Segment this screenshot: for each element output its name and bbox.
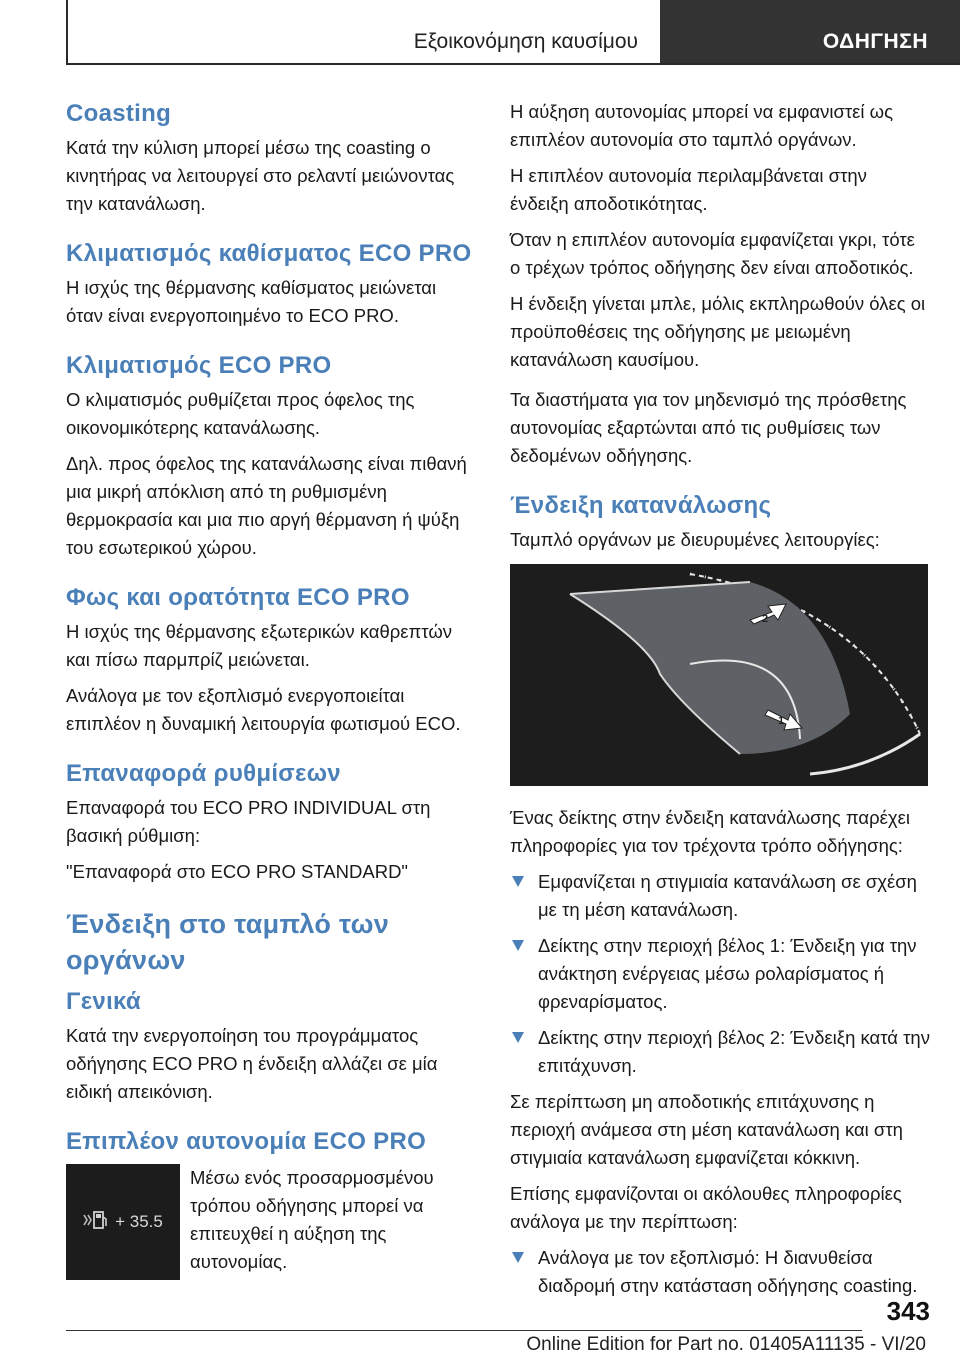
- paragraph: Η ισχύς της θέρμανσης καθίσματος μειώνεται όταν είναι ενεργοποιημένο το ECO PRO.: [66, 277, 437, 326]
- triangle-bullet-icon: [512, 1252, 524, 1263]
- page-header: [0, 0, 960, 64]
- paragraph: Ανάλογα με τον εξοπλισμό ενεργοποιείται επιπλέον η δυναμική λειτουργία φωτισμού ECO.: [66, 685, 461, 734]
- heading-coasting: Coasting: [66, 100, 172, 127]
- paragraph: Μέσω ενός προσαρμοσμένου τρόπου οδήγησης μπορεί να επιτευχθεί η αύξηση της αυτονομίας.: [190, 1167, 434, 1272]
- range-display-image: [66, 1164, 180, 1280]
- paragraph: Η ένδειξη γίνεται μπλε, μόλις εκπληρωθούν όλες οι προϋποθέσεις της οδήγησης με μειωμένη κατανάλωση καυσίμου.: [510, 293, 926, 370]
- heading-range: Επιπλέον αυτονομία ECO PRO: [66, 1128, 427, 1155]
- paragraph: Τα διαστήματα για τον μηδενισμό της πρόσθετης αυτονομίας εξαρτώνται από τις ρυθμίσεις των δεδομένων οδήγησης.: [510, 389, 907, 466]
- list-item: Δείκτης στην περιοχή βέλος 2: Ένδειξη κατά την επιτάχυνση.: [510, 1024, 930, 1080]
- heading-seat-climate: Κλιματισμός καθίσματος ECO PRO: [66, 240, 472, 267]
- paragraph: Επαναφορά του ECO PRO INDIVIDUAL στη βασική ρύθμιση:: [66, 797, 431, 846]
- header-section-title: Εξοικονόμηση καυσίμου: [68, 0, 648, 63]
- triangle-bullet-icon: [512, 1032, 524, 1043]
- paragraph: Όταν η επιπλέον αυτονομία εμφανίζεται γκρι, τότε ο τρέχων τρόπος οδήγησης δεν είναι αποδοτικός.: [510, 229, 915, 278]
- paragraph: Ταμπλό οργάνων με διευρυμένες λειτουργίες:: [510, 529, 880, 550]
- info-list: [510, 1244, 930, 1300]
- paragraph: Η επιπλέον αυτονομία περιλαμβάνεται στην ένδειξη αποδοτικότητας.: [510, 165, 867, 214]
- range-block: [66, 1164, 476, 1284]
- list-item: Εμφανίζεται η στιγμιαία κατανάλωση σε σχέση με τη μέση κατανάλωση.: [510, 868, 930, 924]
- paragraph: Κατά την ενεργοποίηση του προγράμματος οδήγησης ECO PRO η ένδειξη αλλάζει σε μία ειδική απεικόνιση.: [66, 1025, 438, 1102]
- list-item: Δείκτης στην περιοχή βέλος 1: Ένδειξη για την ανάκτηση ενέργειας μέσω ρολαρίσματος ή φρεναρίσματος.: [510, 932, 930, 1016]
- page-number: 343: [886, 1296, 930, 1326]
- heading-consumption: Ένδειξη κατανάλωσης: [510, 492, 772, 519]
- heading-reset: Επαναφορά ρυθμίσεων: [66, 760, 341, 787]
- paragraph: Κατά την κύλιση μπορεί μέσω της coasting ο κινητήρας να λειτουργεί στο ρελαντί μειώνοντας την κατανάλωση.: [66, 137, 455, 214]
- heading-cluster-display: Ένδειξη στο ταμπλό των οργάνων: [66, 909, 390, 975]
- triangle-bullet-icon: [512, 876, 524, 887]
- paragraph: Επίσης εμφανίζονται οι ακόλουθες πληροφορίες ανάλογα με την περίπτωση:: [510, 1183, 902, 1232]
- heading-general: Γενικά: [66, 988, 141, 1015]
- footer-edition: Online Edition for Part no. 01405A11135 - VI/20: [526, 1334, 926, 1355]
- heading-lights: Φως και ορατότητα ECO PRO: [66, 584, 410, 611]
- heading-climate: Κλιματισμός ECO PRO: [66, 352, 332, 379]
- footer-rule: [66, 1330, 862, 1331]
- arrow-1-label: 1: [778, 715, 785, 727]
- paragraph: Ένας δείκτης στην ένδειξη κατανάλωσης παρέχει πληροφορίες για τον τρέχοντα τρόπο οδήγησης:: [510, 807, 910, 856]
- paragraph: "Επαναφορά στο ECO PRO STANDARD": [66, 861, 408, 882]
- paragraph: Ο κλιματισμός ρυθμίζεται προς όφελος της οικονομικότερης κατανάλωσης.: [66, 389, 415, 438]
- triangle-bullet-icon: [512, 940, 524, 951]
- paragraph: Σε περίπτωση μη αποδοτικής επιτάχυνσης η περιοχή ανάμεσα στη μέση κατανάλωση και στη στιγμιαία κατανάλωση εμφανίζεται κόκκινη.: [510, 1091, 903, 1168]
- paragraph: Η ισχύς της θέρμανσης εξωτερικών καθρεπτών και πίσω παρμπρίζ μειώνεται.: [66, 621, 453, 670]
- range-value: + 35.5: [115, 1212, 163, 1231]
- arrow-2-label: 2: [762, 613, 769, 625]
- paragraph: Δηλ. προς όφελος της κατανάλωσης είναι πιθανή μια μικρή απόκλιση από τη ρυθμισμένη θερμοκρασία και μια πιο αργή θέρμανση ή ψύξη του εσωτερικού χώρου.: [66, 453, 467, 558]
- consumption-list: [510, 868, 930, 1080]
- list-item: Ανάλογα με τον εξοπλισμό: Η διανυθείσα διαδρομή στην κατάσταση οδήγησης coasting.: [510, 1244, 930, 1300]
- fuel-pump-icon: [83, 1209, 109, 1236]
- left-column: [66, 98, 476, 1284]
- instrument-cluster-image: [510, 564, 928, 786]
- paragraph: Η αύξηση αυτονομίας μπορεί να εμφανιστεί ως επιπλέον αυτονομία στο ταμπλό οργάνων.: [510, 101, 894, 150]
- header-chapter-title: ΟΔΗΓΗΣΗ: [660, 0, 960, 64]
- header-rule: [66, 63, 960, 65]
- right-column: [510, 98, 930, 1308]
